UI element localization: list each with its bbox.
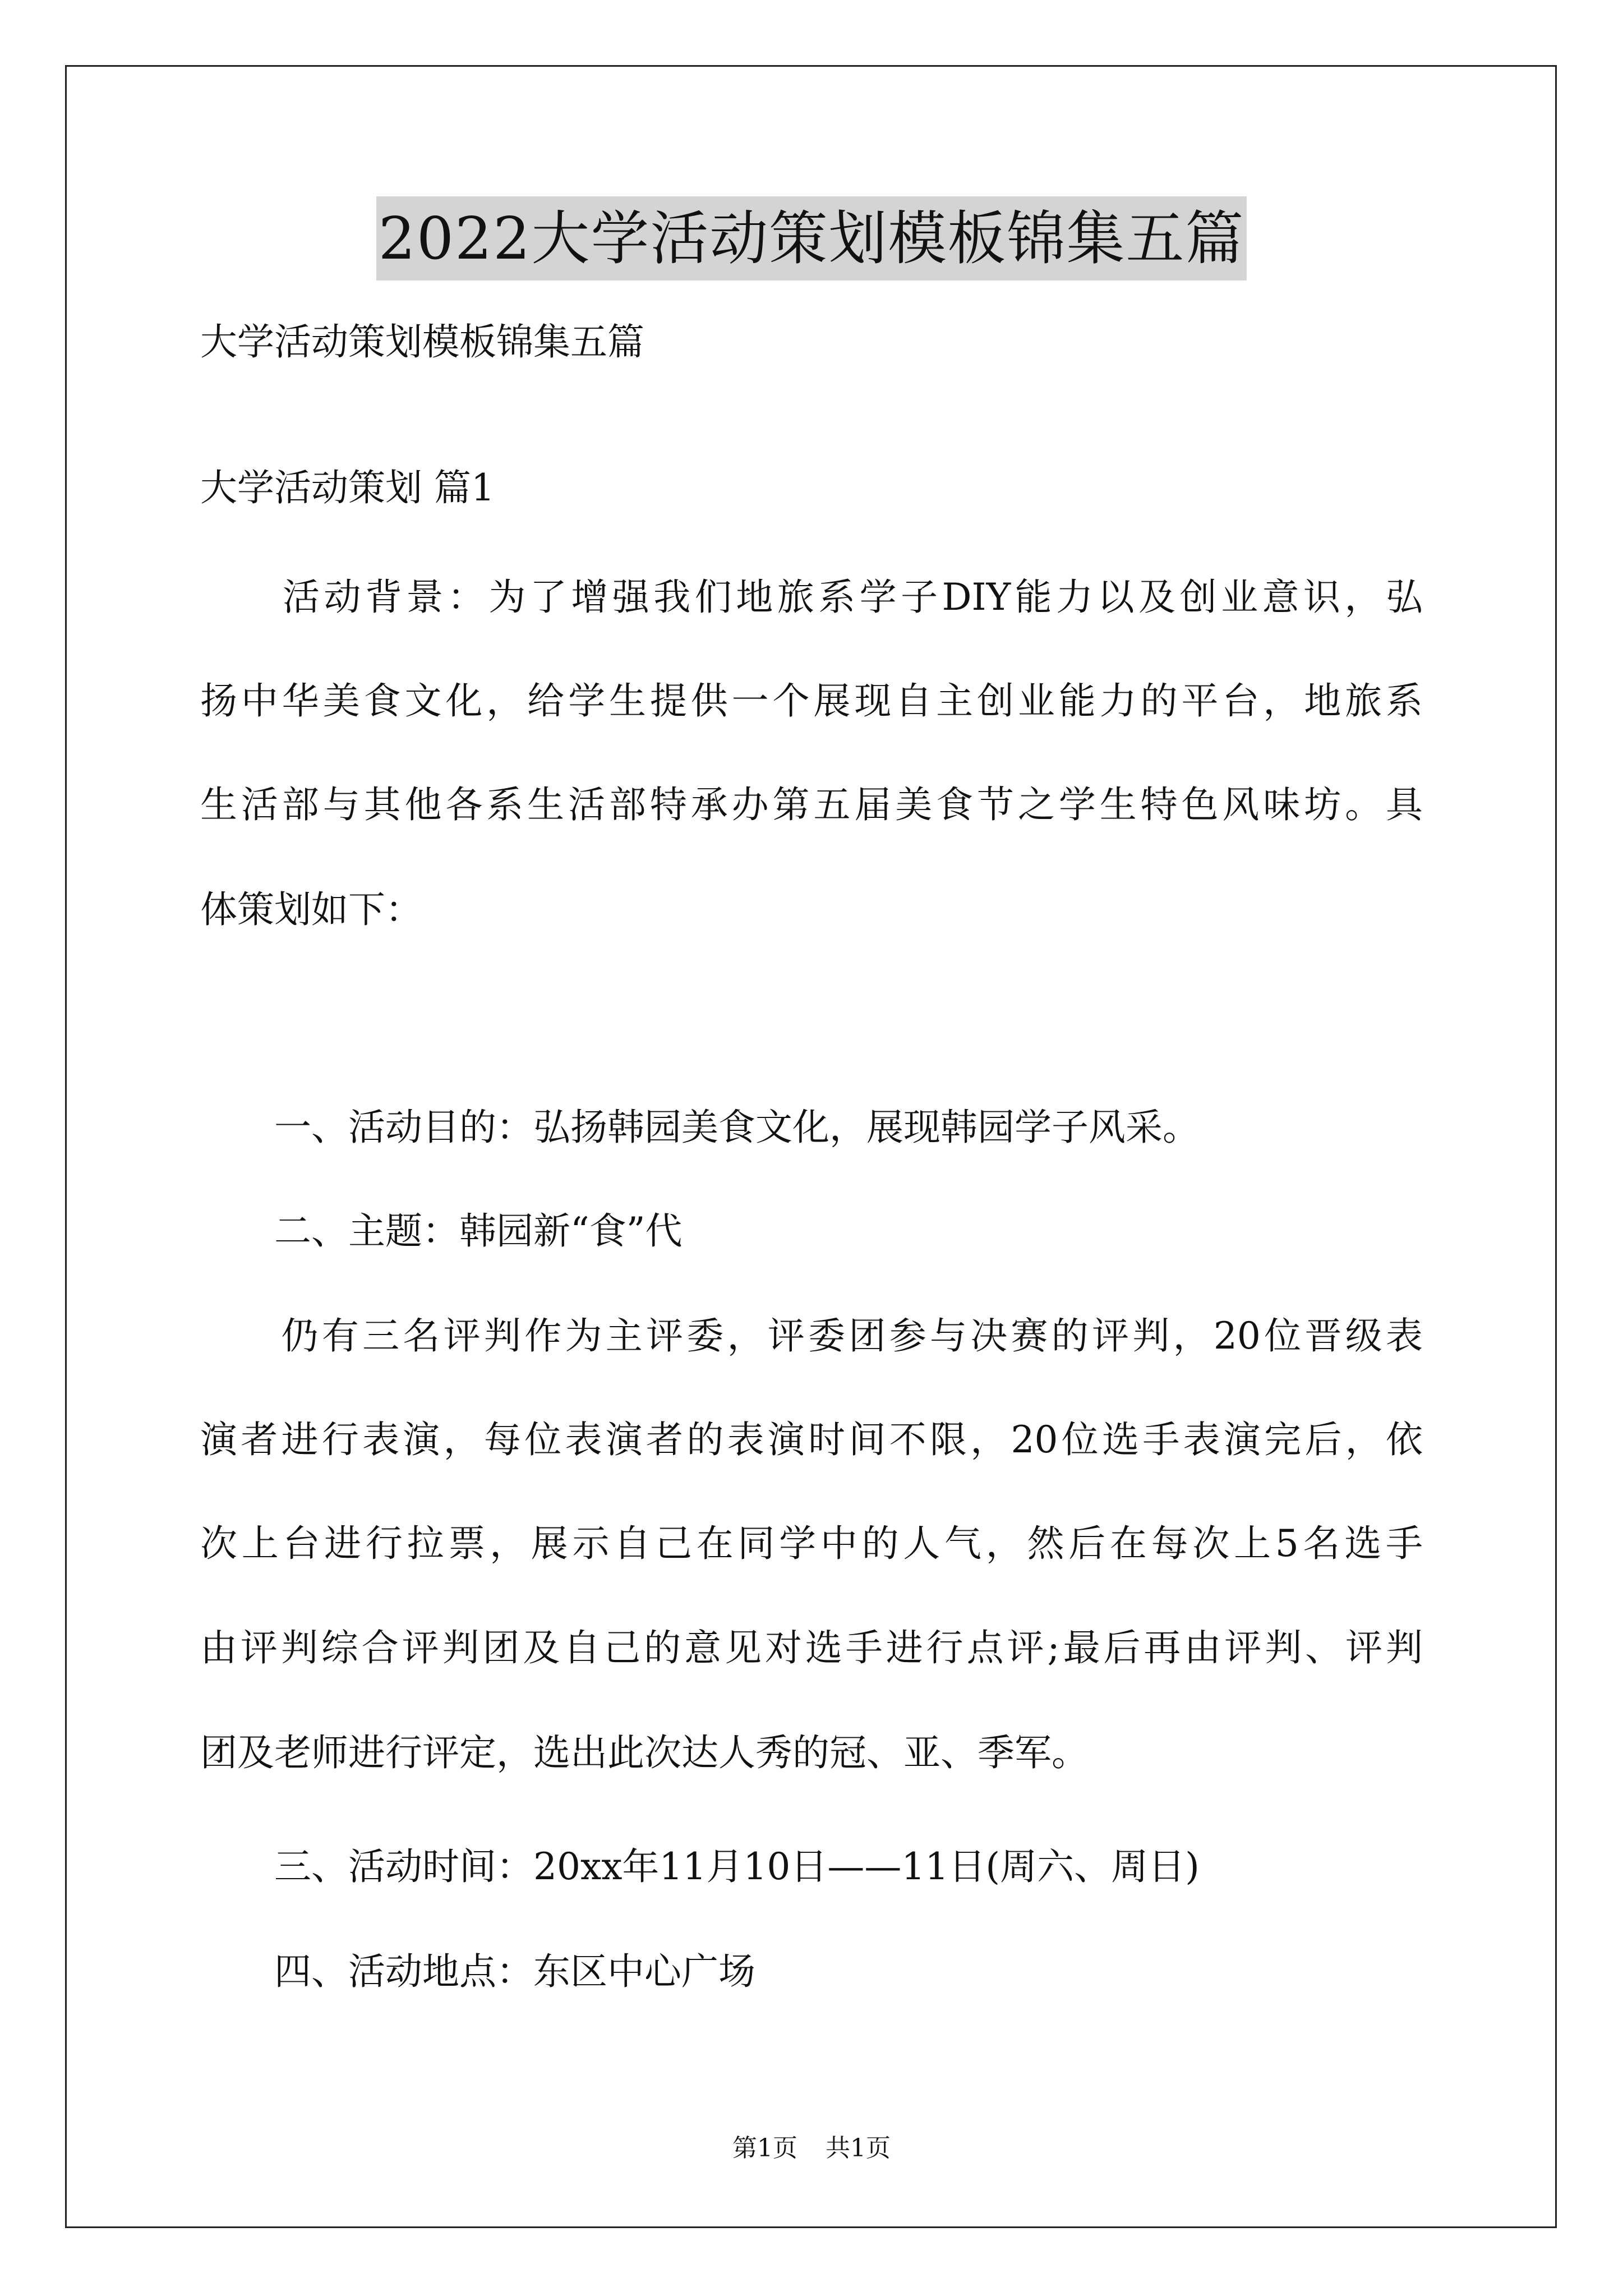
paragraph-line: 次上台进行拉票，展示自己在同学中的人气，然后在每次上5名选手 <box>200 1522 1423 1565</box>
paragraph-line: 演者进行表演，每位表演者的表演时间不限，20位选手表演完后，依 <box>200 1418 1423 1461</box>
paragraph-line: 团及老师进行评定，选出此次达人秀的冠、亚、季军。 <box>200 1731 1089 1774</box>
paragraph-line: 三、活动时间：20xx年11月10日——11日(周六、周日) <box>200 1845 1200 1888</box>
paragraph-line: 一、活动目的：弘扬韩园美食文化，展现韩园学子风采。 <box>200 1106 1200 1149</box>
paragraph-line: 仍有三名评判作为主评委，评委团参与决赛的评判，20位晋级表 <box>200 1314 1423 1358</box>
paragraph-line: 扬中华美食文化，给学生提供一个展现自主创业能力的平台，地旅系 <box>200 679 1423 723</box>
paragraph-line: 体策划如下： <box>200 888 422 931</box>
paragraph-line: 由评判综合评判团及自己的意见对选手进行点评;最后再由评判、评判 <box>200 1626 1423 1669</box>
subtitle: 大学活动策划模板锦集五篇 <box>200 320 644 364</box>
page-total: 共1页 <box>826 2134 891 2162</box>
title-container <box>0 196 1623 280</box>
page-number: 第1页 <box>732 2134 797 2162</box>
section-heading: 大学活动策划 篇1 <box>200 466 495 509</box>
document-title: 2022大学活动策划模板锦集五篇 <box>376 196 1247 280</box>
paragraph-line: 生活部与其他各系生活部特承办第五届美食节之学生特色风味坊。具 <box>200 783 1423 826</box>
page-footer <box>0 2132 1623 2165</box>
paragraph-line: 四、活动地点：东区中心广场 <box>200 1950 755 1993</box>
paragraph-line: 活动背景：为了增强我们地旅系学子DIY能力以及创业意识，弘 <box>200 576 1423 619</box>
paragraph-line: 二、主题：韩园新“食”代 <box>200 1209 683 1253</box>
